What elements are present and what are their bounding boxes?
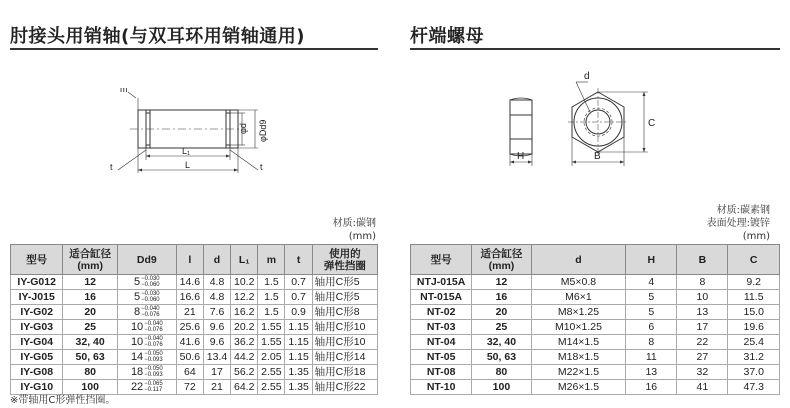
pin-bore-cell: 50, 63	[63, 350, 118, 365]
pin-m-cell: 1.5	[258, 290, 285, 305]
table-row	[11, 275, 378, 290]
pin-Dd9-cell	[117, 275, 176, 290]
pin-t-cell: 0.9	[285, 305, 312, 320]
pin-D-tolerance	[141, 291, 160, 303]
pin-t-cell: 1.15	[285, 320, 312, 335]
pin-l-cell: 72	[176, 380, 203, 395]
pin-model-cell: IY-G03	[11, 320, 63, 335]
pin-table-header-row	[11, 245, 378, 275]
nut-col-header-C: C	[728, 245, 780, 275]
pin-D-value: 14	[130, 350, 144, 363]
pin-Dd9-cell	[117, 350, 176, 365]
pin-l-cell: 41.6	[176, 335, 203, 350]
pin-label-L: L	[185, 160, 191, 170]
pin-d-cell: 9.6	[203, 320, 230, 335]
pin-m-cell: 1.5	[258, 305, 285, 320]
nut-d-cell: M14×1.5	[531, 335, 626, 350]
pin-t-cell: 0.7	[285, 275, 312, 290]
table-row	[11, 305, 378, 320]
nut-spec-table	[410, 244, 780, 395]
pin-drawing	[100, 88, 280, 178]
pin-Dd9-cell	[117, 305, 176, 320]
pin-D-tol-upper: −0.050	[144, 350, 163, 357]
pin-D-tol-lower: −0.076	[144, 326, 163, 333]
pin-d-cell: 9.6	[203, 335, 230, 350]
pin-d-cell: 4.8	[203, 275, 230, 290]
pin-l-cell: 50.6	[176, 350, 203, 365]
nut-H-cell: 5	[626, 290, 677, 305]
pin-d-cell: 13.4	[203, 350, 230, 365]
nut-B-cell: 22	[677, 335, 728, 350]
nut-d-cell: M26×1.5	[531, 380, 626, 395]
pin-Dd9-cell	[117, 290, 176, 305]
pin-bore-cell: 100	[63, 380, 118, 395]
pin-D-tol-lower: −0.076	[141, 311, 160, 318]
pin-D-tolerance	[144, 381, 163, 393]
pin-L1-cell: 10.2	[231, 275, 258, 290]
pin-d-cell: 4.8	[203, 290, 230, 305]
pin-t-cell: 1.35	[285, 365, 312, 380]
pin-D-tolerance	[144, 366, 163, 378]
pin-model-cell: IY-G05	[11, 350, 63, 365]
table-row	[11, 365, 378, 380]
pin-D-value: 5	[134, 275, 141, 288]
pin-D-tol-lower: −0.076	[144, 341, 163, 348]
pin-D-tolerance	[141, 306, 160, 318]
pin-D-value: 8	[134, 305, 141, 318]
nut-bore-cell: 12	[472, 275, 531, 290]
pin-clip-cell: 轴用C形8	[312, 305, 377, 320]
pin-spec-table	[10, 244, 378, 395]
pin-D-tol-upper: −0.030	[141, 290, 160, 297]
col-header-clip: 使用的 弹性挡圈	[312, 245, 377, 275]
pin-bore-cell: 20	[63, 305, 118, 320]
col-header-l: l	[176, 245, 203, 275]
pin-D-tol-upper: −0.030	[141, 275, 160, 282]
nut-H-cell: 11	[626, 350, 677, 365]
pin-l-cell: 16.6	[176, 290, 203, 305]
col-header-t: t	[285, 245, 312, 275]
col-header-L1: L₁	[231, 245, 258, 275]
pin-label-L1: L₁	[182, 146, 191, 156]
pin-clip-cell: 轴用C形22	[312, 380, 377, 395]
col-header-bore: 适合缸径 (mm)	[63, 245, 118, 275]
nut-C-cell: 9.2	[728, 275, 780, 290]
nut-model-cell: NT-04	[411, 335, 472, 350]
nut-model-cell: NTJ-015A	[411, 275, 472, 290]
nut-H-cell: 4	[626, 275, 677, 290]
nut-model-cell: NT-03	[411, 320, 472, 335]
pin-model-cell: IY-J015	[11, 290, 63, 305]
nut-B-cell: 17	[677, 320, 728, 335]
pin-d-cell: 21	[203, 380, 230, 395]
nut-C-cell: 31.2	[728, 350, 780, 365]
nut-d-cell: M6×1	[531, 290, 626, 305]
pin-label-phi-d: φd	[238, 123, 248, 134]
nut-B-cell: 32	[677, 365, 728, 380]
nut-label-B: B	[594, 151, 601, 162]
table-row	[411, 320, 780, 335]
pin-unit-note: (mm)	[348, 231, 376, 242]
pin-material-note: 材质:碳钢	[332, 218, 376, 229]
nut-model-cell: NT-08	[411, 365, 472, 380]
pin-label-m: m	[120, 88, 128, 94]
nut-B-cell: 27	[677, 350, 728, 365]
nut-bore-cell: 20	[472, 305, 531, 320]
pin-L1-cell: 44.2	[231, 350, 258, 365]
col-header-Dd9: Dd9	[117, 245, 176, 275]
nut-model-cell: NT-10	[411, 380, 472, 395]
nut-B-cell: 13	[677, 305, 728, 320]
pin-D-tol-lower: −0.117	[144, 386, 163, 393]
table-row	[411, 335, 780, 350]
pin-clip-cell: 轴用C形10	[312, 335, 377, 350]
nut-H-cell: 6	[626, 320, 677, 335]
nut-C-cell: 25.4	[728, 335, 780, 350]
pin-clip-cell: 轴用C形10	[312, 320, 377, 335]
pin-model-cell: IY-G10	[11, 380, 63, 395]
nut-bore-cell: 32, 40	[472, 335, 531, 350]
pin-label-phi-D: φDd9	[258, 119, 268, 142]
pin-D-tol-upper: −0.065	[144, 380, 163, 387]
pin-Dd9-cell	[117, 335, 176, 350]
pin-d-cell: 17	[203, 365, 230, 380]
nut-surface-note: 表面处理:镀锌	[706, 218, 770, 229]
table-row	[11, 350, 378, 365]
nut-C-cell: 37.0	[728, 365, 780, 380]
table-row	[11, 290, 378, 305]
nut-section-title: 杆端螺母	[410, 26, 484, 47]
pin-t-cell: 1.15	[285, 350, 312, 365]
nut-d-cell: M18×1.5	[531, 350, 626, 365]
pin-D-tol-upper: −0.050	[144, 365, 163, 372]
table-row	[11, 320, 378, 335]
pin-l-cell: 25.6	[176, 320, 203, 335]
table-row	[411, 350, 780, 365]
nut-H-cell: 8	[626, 335, 677, 350]
nut-bore-cell: 25	[472, 320, 531, 335]
nut-bore-cell: 16	[472, 290, 531, 305]
pin-Dd9-cell	[117, 320, 176, 335]
col-header-m: m	[258, 245, 285, 275]
pin-t-cell: 0.7	[285, 290, 312, 305]
pin-bore-cell: 80	[63, 365, 118, 380]
nut-col-header-B: B	[677, 245, 728, 275]
nut-C-cell: 11.5	[728, 290, 780, 305]
table-row	[411, 275, 780, 290]
pin-Dd9-cell	[117, 380, 176, 395]
pin-t-cell: 1.35	[285, 380, 312, 395]
pin-D-value: 10	[130, 335, 144, 348]
pin-l-cell: 64	[176, 365, 203, 380]
pin-d-cell: 7.6	[203, 305, 230, 320]
pin-m-cell: 1.55	[258, 320, 285, 335]
pin-D-value: 18	[130, 365, 144, 378]
nut-drawing	[498, 70, 678, 170]
pin-L1-cell: 56.2	[231, 365, 258, 380]
pin-D-tolerance	[141, 276, 160, 288]
nut-bore-cell: 80	[472, 365, 531, 380]
pin-bore-cell: 32, 40	[63, 335, 118, 350]
pin-m-cell: 1.55	[258, 335, 285, 350]
pin-title-rule	[10, 48, 378, 50]
nut-model-cell: NT-015A	[411, 290, 472, 305]
pin-D-tolerance	[144, 321, 163, 333]
col-header-model: 型号	[11, 245, 63, 275]
pin-D-tol-lower: −0.060	[141, 296, 160, 303]
nut-B-cell: 8	[677, 275, 728, 290]
pin-section-title: 肘接头用销轴(与双耳环用销轴通用)	[10, 26, 305, 47]
nut-material-note: 材质:碳素钢	[716, 205, 770, 216]
nut-C-cell: 15.0	[728, 305, 780, 320]
table-row	[411, 305, 780, 320]
pin-m-cell: 2.55	[258, 380, 285, 395]
pin-model-cell: IY-G08	[11, 365, 63, 380]
table-row	[11, 335, 378, 350]
pin-m-cell: 2.05	[258, 350, 285, 365]
nut-B-cell: 41	[677, 380, 728, 395]
table-row	[411, 380, 780, 395]
pin-l-cell: 21	[176, 305, 203, 320]
nut-H-cell: 16	[626, 380, 677, 395]
col-header-d: d	[203, 245, 230, 275]
pin-clip-cell: 轴用C形14	[312, 350, 377, 365]
nut-title-rule	[410, 48, 780, 50]
nut-label-C: C	[648, 118, 656, 129]
pin-label-t-right: t	[260, 162, 263, 172]
pin-footnote: ※带轴用C形弹性挡圈。	[10, 395, 116, 406]
nut-col-header-H: H	[626, 245, 677, 275]
nut-H-cell: 5	[626, 305, 677, 320]
nut-model-cell: NT-02	[411, 305, 472, 320]
pin-clip-cell: 轴用C形18	[312, 365, 377, 380]
pin-Dd9-cell	[117, 365, 176, 380]
pin-bore-cell: 16	[63, 290, 118, 305]
pin-clip-cell: 轴用C形5	[312, 290, 377, 305]
pin-L1-cell: 64.2	[231, 380, 258, 395]
pin-l-cell: 14.6	[176, 275, 203, 290]
nut-bore-cell: 50, 63	[472, 350, 531, 365]
nut-d-cell: M22×1.5	[531, 365, 626, 380]
pin-D-value: 10	[130, 320, 144, 333]
nut-d-cell: M5×0.8	[531, 275, 626, 290]
table-row	[411, 365, 780, 380]
nut-bore-cell: 100	[472, 380, 531, 395]
pin-m-cell: 2.55	[258, 365, 285, 380]
pin-D-tol-lower: −0.093	[144, 356, 163, 363]
nut-col-header-d: d	[531, 245, 626, 275]
pin-D-tolerance	[144, 351, 163, 363]
pin-model-cell: IY-G04	[11, 335, 63, 350]
pin-D-tol-lower: −0.060	[141, 281, 160, 288]
pin-model-cell: IY-G02	[11, 305, 63, 320]
nut-col-header-bore: 适合缸径 (mm)	[472, 245, 531, 275]
pin-bore-cell: 25	[63, 320, 118, 335]
pin-L1-cell: 20.2	[231, 320, 258, 335]
table-row	[411, 290, 780, 305]
nut-model-cell: NT-05	[411, 350, 472, 365]
nut-d-cell: M8×1.25	[531, 305, 626, 320]
pin-D-tol-upper: −0.040	[144, 320, 163, 327]
pin-L1-cell: 12.2	[231, 290, 258, 305]
pin-clip-cell: 轴用C形5	[312, 275, 377, 290]
nut-label-d: d	[584, 71, 590, 82]
pin-bore-cell: 12	[63, 275, 118, 290]
pin-D-value: 5	[134, 290, 141, 303]
pin-label-t-left: t	[110, 162, 113, 172]
pin-D-tol-upper: −0.040	[141, 305, 160, 312]
pin-L1-cell: 16.2	[231, 305, 258, 320]
pin-t-cell: 1.15	[285, 335, 312, 350]
pin-D-tolerance	[144, 336, 163, 348]
nut-d-cell: M10×1.25	[531, 320, 626, 335]
pin-D-value: 22	[130, 380, 144, 393]
nut-C-cell: 19.6	[728, 320, 780, 335]
pin-L1-cell: 36.2	[231, 335, 258, 350]
nut-table-header-row	[411, 245, 780, 275]
pin-model-cell: IY-G012	[11, 275, 63, 290]
nut-H-cell: 13	[626, 365, 677, 380]
pin-D-tol-upper: −0.040	[144, 335, 163, 342]
pin-D-tol-lower: −0.093	[144, 371, 163, 378]
nut-C-cell: 47.3	[728, 380, 780, 395]
nut-col-header-model: 型号	[411, 245, 472, 275]
pin-m-cell: 1.5	[258, 275, 285, 290]
nut-label-H: H	[517, 151, 525, 162]
nut-unit-note: (mm)	[742, 231, 770, 242]
nut-B-cell: 10	[677, 290, 728, 305]
